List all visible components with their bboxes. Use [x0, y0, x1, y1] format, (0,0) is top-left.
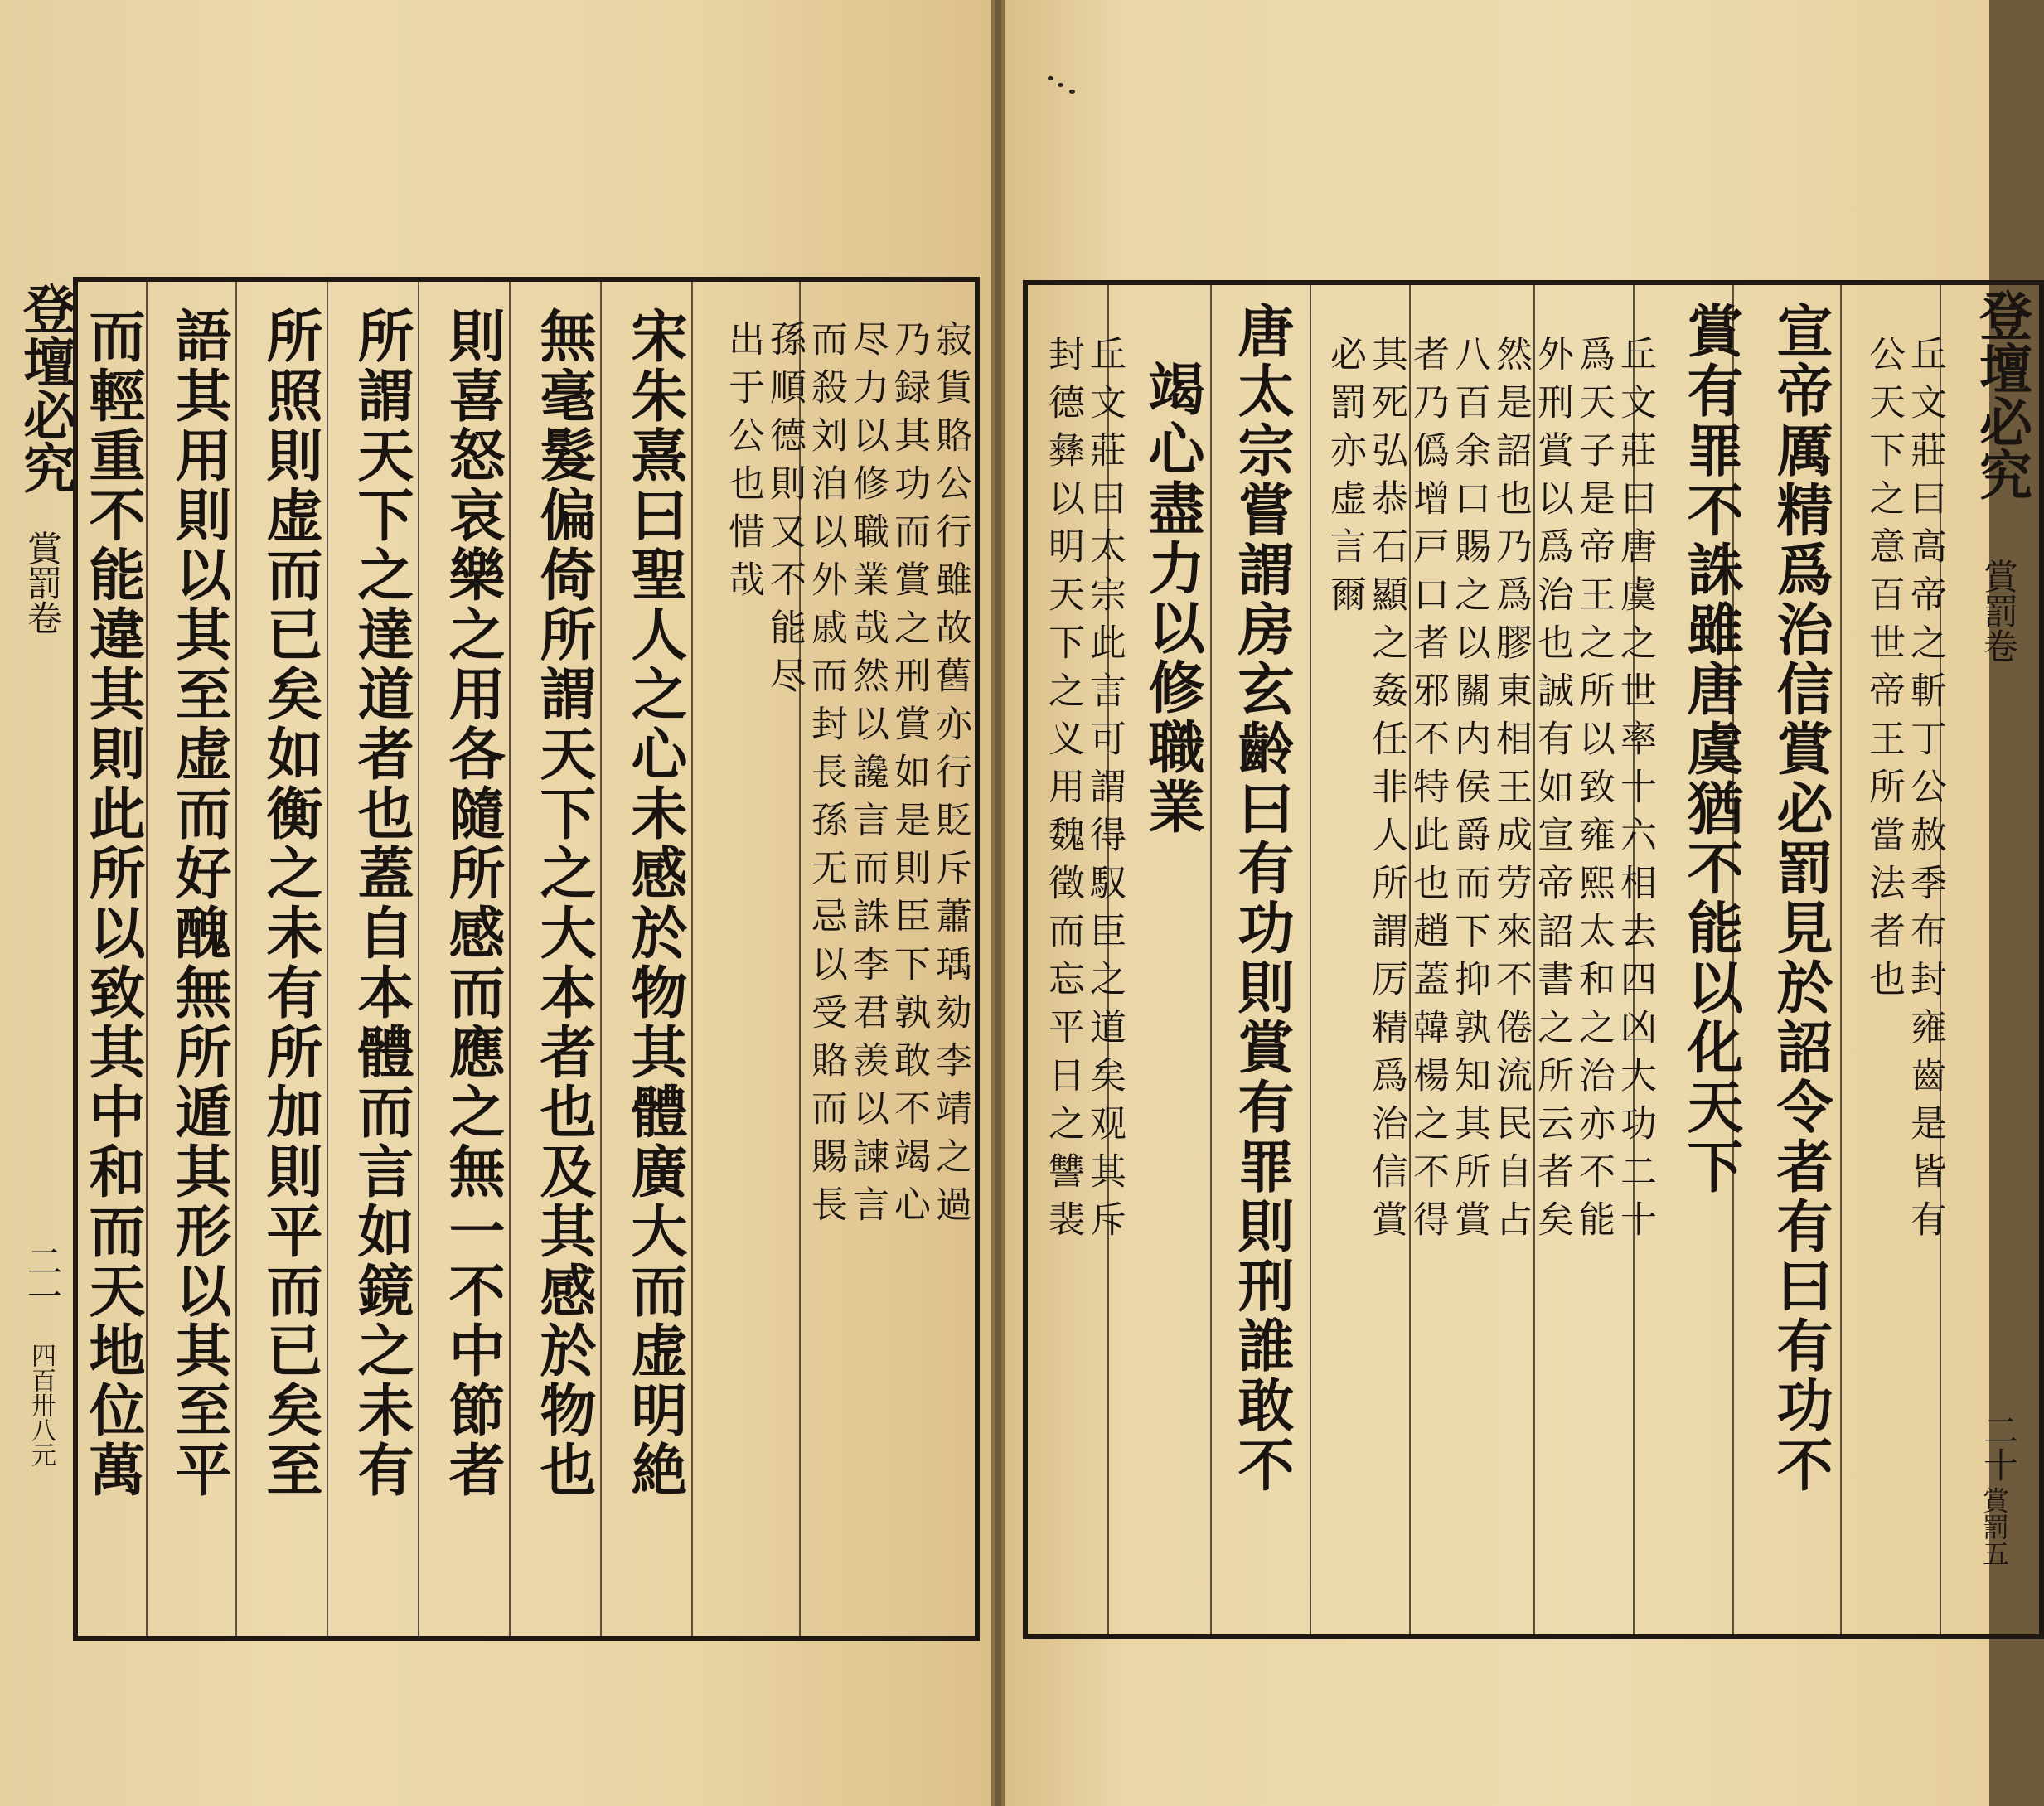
note-column: 者乃僞增戸口者邪不特此也趙蓋韓楊之不得	[1407, 335, 1449, 1248]
note-column: 外刑賞以爲治也誠有如宣帝詔書之所云者矣	[1531, 335, 1573, 1248]
main-text-column: 語其用則以其至虚而好醜無所遁其形以其至平	[166, 307, 232, 1500]
main-text-column: 竭心盡力以修職業	[1139, 360, 1205, 837]
main-text-column: 所謂天下之達道者也蓋自本體而言如鏡之未有	[348, 307, 414, 1500]
main-text-column: 宋朱熹曰聖人之心未感於物其體廣大而虚明絶	[622, 307, 688, 1500]
note-column: 其死弘恭石顯之姦任非人所謂厉精爲治信賞	[1365, 335, 1407, 1248]
note-column: 尽力以修職業哉然以讒言而誅李君羡以諫言	[846, 320, 889, 1233]
left-volume-label: 賞罰卷	[22, 530, 63, 635]
right-volume-label: 賞罰卷	[1979, 559, 2019, 663]
left-reference-number: 四百卅八元	[27, 1343, 56, 1467]
note-column: 乃録其功而賞之刑賞如是則臣下孰敢不竭心	[888, 320, 930, 1233]
main-text-column: 而輕重不能違其則此所以致其中和而天地位萬	[80, 307, 146, 1500]
right-reference-number: 賞罰五	[1979, 1487, 2010, 1566]
left-text-frame	[73, 277, 980, 1641]
right-margin-title: 登壇必究	[1970, 288, 2032, 501]
note-column: 寂貨賂公行雖故舊亦行貶斥蕭瑀劾李靖之過	[929, 320, 971, 1233]
note-column: 然是詔也乃爲膠東相王成劳來不倦流民自占	[1489, 335, 1532, 1248]
note-column: 而殺刘洎以外戚而封長孫无忌以受賂而賜長	[805, 320, 847, 1233]
note-column: 封德彝以明天下之义用魏徵而忘平日之讐裴	[1042, 335, 1084, 1248]
note-column: 爲天子是帝王之所以致雍熙太和之治亦不能	[1572, 335, 1615, 1248]
left-margin-title: 登壇必究	[14, 282, 76, 494]
note-column: 丘文莊曰高帝之斬丁公赦季布封雍齒是皆有	[1904, 335, 1946, 1248]
left-leaf-number: 二一	[22, 1243, 63, 1313]
note-column: 八百余口賜之以關内侯爵而下抑孰知其所賞	[1448, 335, 1490, 1248]
note-column: 必罰亦虚言爾	[1324, 335, 1366, 623]
right-page	[1001, 0, 2032, 1806]
note-column: 公天下之意百世帝王所當法者也	[1862, 335, 1905, 1008]
note-column: 丘文莊曰太宗此言可謂得馭臣之道矣观其斥	[1083, 335, 1126, 1248]
right-leaf-number: 二十	[1979, 1412, 2019, 1482]
note-column: 丘文莊曰唐虞之世率十六相去四凶大功二十	[1614, 335, 1656, 1248]
main-text-column: 賞有罪不誅雖唐虞猶不能以化天下	[1678, 302, 1744, 1197]
main-text-column: 宣帝厲精爲治信賞必罰見於詔令者有曰有功不	[1767, 302, 1833, 1495]
right-text-frame	[1023, 280, 2044, 1639]
note-column: 出于公也惜哉	[722, 320, 764, 608]
main-text-column: 無毫髮偏倚所謂天下之大本者也及其感於物也	[530, 307, 597, 1500]
main-text-column: 唐太宗嘗謂房玄齡曰有功則賞有罪則刑誰敢不	[1228, 302, 1295, 1495]
note-column: 孫順德則又不能尽	[763, 320, 806, 704]
main-text-column: 則喜怒哀樂之用各隨所感而應之無一不中節者	[439, 307, 506, 1500]
main-text-column: 所照則虚而已矣如衡之未有所加則平而已矣至	[257, 307, 323, 1500]
left-page	[0, 0, 995, 1806]
